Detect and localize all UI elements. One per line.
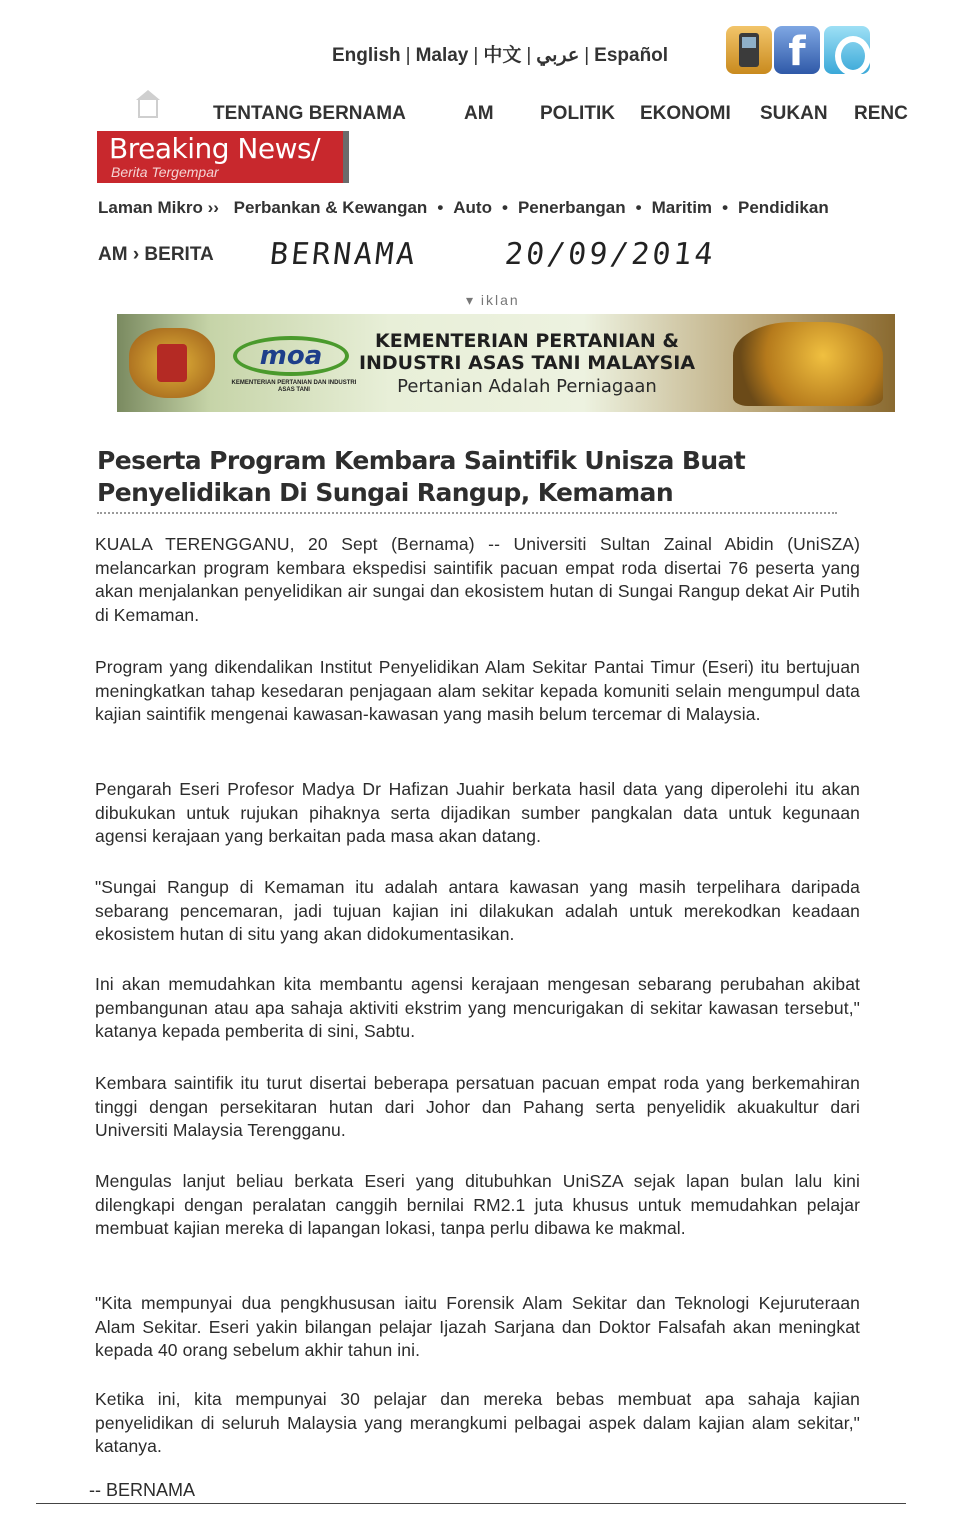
microsite-item-perbankan[interactable]: Perbankan & Kewangan [233, 198, 428, 217]
ad-label: ▾ iklan [466, 292, 520, 308]
nav-sukan[interactable]: SUKAN [760, 103, 828, 124]
nav-rencana[interactable]: RENC [854, 103, 908, 124]
article-headline [97, 445, 837, 509]
ad-ministry-line1: KEMENTERIAN PERTANIAN & [375, 330, 679, 352]
nav-tentang-bernama[interactable]: TENTANG BERNAMA [213, 103, 406, 124]
nav-ekonomi[interactable]: EKONOMI [640, 103, 731, 124]
breaking-news-banner[interactable] [97, 131, 349, 183]
fruit-basket-image [733, 322, 883, 406]
ad-tagline: Pertanian Adalah Perniagaan [397, 376, 657, 397]
lang-arabic-link[interactable]: عربي [536, 45, 580, 66]
home-icon[interactable] [138, 100, 158, 118]
mobile-phone-icon[interactable] [726, 26, 772, 74]
twitter-icon[interactable] [824, 26, 870, 74]
microsite-item-auto[interactable]: Auto [453, 198, 492, 217]
breaking-news-title: Breaking News/ [109, 132, 320, 165]
microsite-item-penerbangan[interactable]: Penerbangan [517, 198, 626, 217]
article-paragraph: Ketika ini, kita mempunyai 30 pelajar dan mereka bebas membuat apa sahaja kajian penyelidikan di seluruh Malaysia yang merangkumi pelbagai aspek dalam kajian alam sekitar," katanya. [95, 1389, 860, 1456]
microsite-item-maritim[interactable]: Maritim [651, 198, 713, 217]
microsite-nav: Laman Mikro ›› Perbankan & Kewangan • Auto • Penerbangan • Maritim • Pendidikan [98, 198, 829, 217]
moa-logo: moa [233, 336, 349, 376]
headline-line-2: Penyelidikan Di Sungai Rangup, Kemaman [97, 478, 674, 507]
article-paragraph: Ini akan memudahkan kita membantu agensi kerajaan mengesan sebarang perubahan akibat pembangunan atau apa sahaja aktiviti ekstrim yang mencurigakan di sekitar kawasan tersebut," katanya kepada pemberita di sini, Sabtu. [95, 974, 860, 1041]
breaking-news-subtitle: Berita Tergempar [111, 164, 219, 180]
ad-banner[interactable] [117, 314, 895, 412]
coat-of-arms-icon [129, 328, 215, 398]
nav-politik[interactable]: POLITIK [540, 103, 615, 124]
facebook-icon[interactable]: f [774, 26, 820, 74]
handwritten-date-note: 20/09/2014 [503, 237, 718, 272]
breadcrumb[interactable]: AM › BERITA [98, 244, 214, 265]
nav-am[interactable]: AM [464, 103, 494, 124]
moa-logo-subtitle: KEMENTERIAN PERTANIAN DAN INDUSTRI ASAS TANI [231, 380, 357, 393]
article-signoff: -- BERNAMA [89, 1480, 196, 1500]
lang-spanish-link[interactable]: Español [594, 45, 669, 66]
handwritten-source-note: BERNAMA [268, 237, 420, 272]
page-bottom-rule [36, 1503, 906, 1504]
article-paragraph: Pengarah Eseri Profesor Madya Dr Hafizan Juahir berkata hasil data yang diperolehi itu akan dibukukan untuk rujukan pihaknya serta dijadikan sumber pangkalan data untuk kegunaan agensi kerajaan yang berkaitan pada masa akan datang. [95, 779, 860, 846]
headline-divider [97, 512, 837, 514]
article-paragraph: Program yang dikendalikan Institut Penyelidikan Alam Sekitar Pantai Timur (Eseri) itu bertujuan meningkatkan tahap kesedaran penjagaan alam sekitar kepada komuniti selain mengumpul data kajian saintifik mengenai kawasan-kawasan yang masih belum tercemar di Malaysia. [95, 657, 860, 724]
lang-malay-link[interactable]: Malay [415, 45, 469, 66]
headline-line-1: Peserta Program Kembara Saintifik Unisza Buat [97, 446, 746, 475]
lang-chinese-link[interactable]: 中文 [483, 45, 522, 66]
microsite-item-pendidikan[interactable]: Pendidikan [738, 198, 829, 217]
article-paragraph: Mengulas lanjut beliau berkata Eseri yang ditubuhkan UniSZA sejak lapan bulan lalu kini dilengkapi dengan peralatan canggih bernilai RM2.1 juta khusus untuk memudahkan pelajar membuat kajian mereka di lapangan lokasi, tanpa perlu dibawa ke makmal. [95, 1171, 860, 1238]
article-paragraph: "Sungai Rangup di Kemaman itu adalah antara kawasan yang masih terpelihara daripada sebarang pencemaran, jadi tujuan kajian ini dilakukan adalah untuk merekodkan keadaan ekosistem hutan di situ yang akan didokumentasikan. [95, 877, 860, 944]
article-paragraph: Kembara saintifik itu turut disertai beberapa persatuan pacuan empat roda yang berkemahiran tinggi dengan persekitaran hutan dari Johor dan Pahang serta penyelidik akuakultur dari Universiti Malaysia Terengganu. [95, 1073, 860, 1140]
ad-ministry-line2: INDUSTRI ASAS TANI MALAYSIA [358, 352, 696, 374]
article-paragraph: KUALA TERENGGANU, 20 Sept (Bernama) -- Universiti Sultan Zainal Abidin (UniSZA) melancarkan program kembara ekspedisi saintifik pacuan empat roda disertai 76 peserta yang akan menjalankan penyelidikan air sungai dan ekosistem hutan di Sungai Rangup dekat Air Putih di Kemaman. [95, 534, 860, 625]
microsite-label: Laman Mikro ›› [98, 198, 219, 217]
article-paragraph: "Kita mempunyai dua pengkhususan iaitu Forensik Alam Sekitar dan Teknologi Kejuruteraan Alam Sekitar. Eseri yakin bilangan pelajar Ijazah Sarjana dan Doktor Falsafah akan meningkat kepada 40 orang sebelum akhir tahun ini. [95, 1293, 860, 1360]
language-bar: English | Malay | 中文 | عربي | Español [332, 40, 668, 67]
lang-english-link[interactable]: English [332, 45, 401, 66]
